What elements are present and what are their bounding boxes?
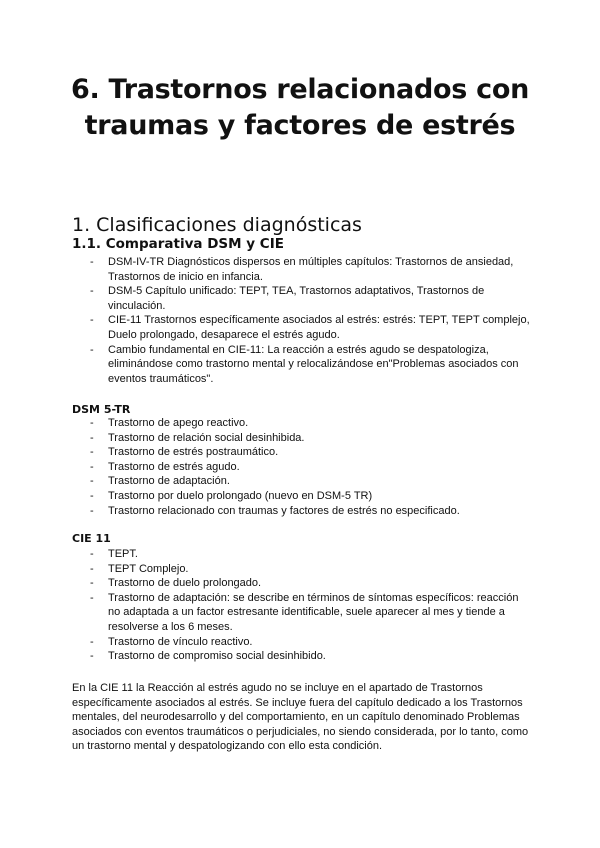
- section-heading: 1. Clasificaciones diagnósticas: [72, 214, 362, 236]
- dsm-label: DSM 5-TR: [72, 403, 131, 416]
- list-item: - Cambio fundamental en CIE-11: La reacción a estrés agudo se despatologiza, eliminándose como trastorno mental y relocalizándose en"Problemas asociados con eventos traumáticos".: [72, 343, 532, 387]
- comparison-list: [72, 255, 532, 386]
- list-item: - Trastorno relacionado con traumas y factores de estrés no especificado.: [72, 504, 532, 519]
- subsection-heading: 1.1. Comparativa DSM y CIE: [72, 236, 284, 252]
- list-item: - CIE-11 Trastornos específicamente asociados al estrés: estrés: TEPT, TEPT complejo, Duelo prolongado, desaparece el estrés agudo.: [72, 313, 532, 342]
- list-item: - Trastorno de estrés agudo.: [72, 460, 532, 475]
- list-item: - TEPT Complejo.: [72, 562, 532, 577]
- list-item: - DSM-IV-TR Diagnósticos dispersos en múltiples capítulos: Trastornos de ansiedad, Trastornos de inicio en infancia.: [72, 255, 532, 284]
- list-item: - Trastorno por duelo prolongado (nuevo en DSM-5 TR): [72, 489, 532, 504]
- list-item: - Trastorno de relación social desinhibida.: [72, 431, 532, 446]
- list-item: - Trastorno de compromiso social desinhibido.: [72, 649, 532, 664]
- list-item: - Trastorno de estrés postraumático.: [72, 445, 532, 460]
- cie-label: CIE 11: [72, 532, 111, 545]
- list-item: - Trastorno de vínculo reactivo.: [72, 635, 532, 650]
- list-item: - DSM-5 Capítulo unificado: TEPT, TEA, Trastornos adaptativos, Trastornos de vinculación.: [72, 284, 532, 313]
- closing-paragraph: En la CIE 11 la Reacción al estrés agudo no se incluye en el apartado de Trastornos específicamente asociados al estrés. Se incluye fuera del capítulo dedicado a los Trastornos mentales, del neurodesarrollo y del comportamiento, en un capítulo denominado Problemas asociados con eventos traumáticos o perjudiciales, no siendo considerada, por lo tanto, como un trastorno mental y despatologizando con ello esta condición.: [72, 682, 529, 753]
- list-item: - Trastorno de apego reactivo.: [72, 416, 532, 431]
- cie-list: [72, 547, 532, 664]
- list-item: - Trastorno de adaptación.: [72, 474, 532, 489]
- list-item: - Trastorno de adaptación: se describe en términos de síntomas específicos: reacción no adaptada a un factor estresante identificable, suele aparecer al mes y tiende a resolverse a los 6 meses.: [72, 591, 532, 635]
- dsm-list: [72, 416, 532, 518]
- page-title: 6. Trastornos relacionados con traumas y factores de estrés: [71, 74, 529, 141]
- list-item: - TEPT.: [72, 547, 532, 562]
- list-item: - Trastorno de duelo prolongado.: [72, 576, 532, 591]
